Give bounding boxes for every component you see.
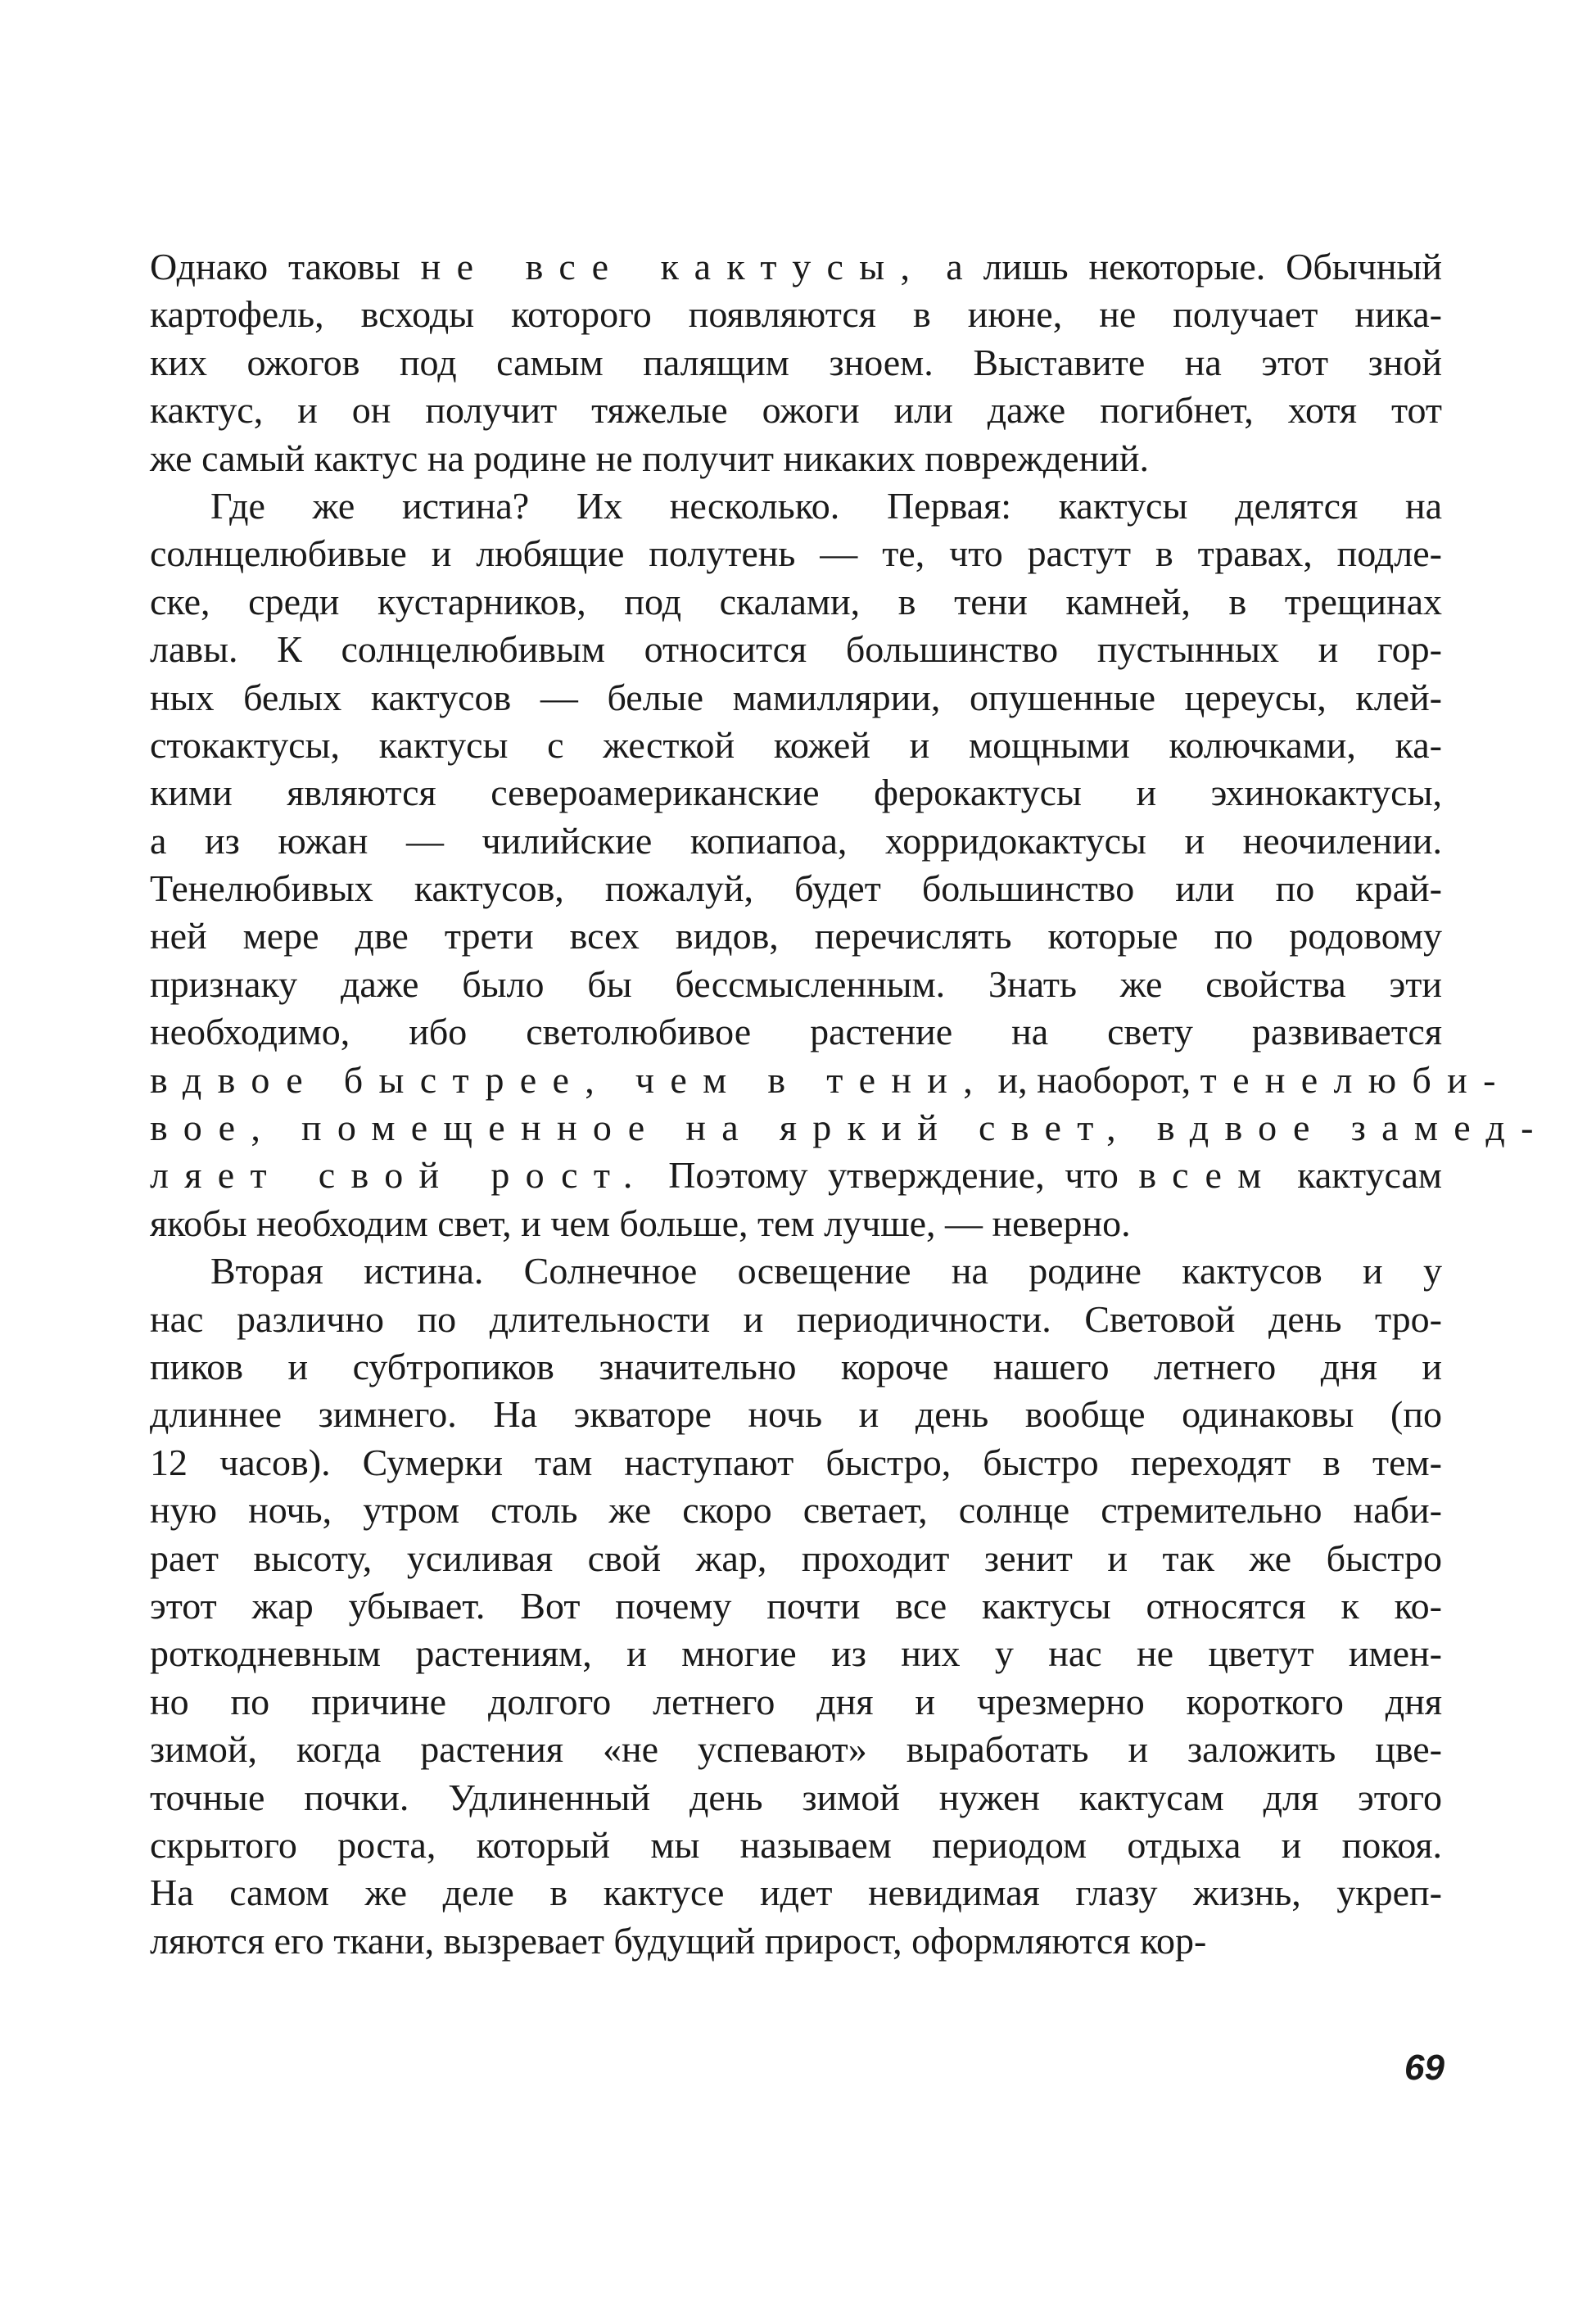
text-run: рает высоту, усиливая свой жар, проходит зенит и так же быстро bbox=[150, 1537, 1442, 1579]
text-line bbox=[150, 769, 1442, 817]
text-line bbox=[150, 1008, 1442, 1056]
text-line bbox=[150, 1822, 1442, 1869]
text-run: Тенелюбивых кактусов, пожалуй, будет большинство или по край- bbox=[150, 867, 1442, 910]
text-run: признаку даже было бы бессмысленным. Знать же свойства эти bbox=[150, 962, 1442, 1005]
text-line bbox=[150, 435, 1442, 482]
spaced-emphasis: вдвое быстрее, чем в тени, bbox=[150, 1058, 989, 1101]
text-run: а из южан — чилийские копиапоа, хорридокактусы и неочилении. bbox=[150, 819, 1442, 862]
text-line bbox=[150, 339, 1442, 387]
spaced-emphasis: всем bbox=[1138, 1154, 1277, 1197]
text-run: этот жар убывает. Вот почему почти все кактусы относятся к ко- bbox=[150, 1584, 1442, 1627]
text-run: Однако таковы bbox=[150, 246, 421, 287]
text-line bbox=[150, 1439, 1442, 1487]
text-line bbox=[150, 1917, 1442, 1965]
text-run: стокактусы, кактусы с жесткой кожей и мощными колючками, ка- bbox=[150, 723, 1442, 766]
text-line bbox=[150, 482, 1442, 530]
text-run: Поэтому утверждение, что bbox=[648, 1154, 1139, 1197]
text-run: пиков и субтропиков значительно короче нашего летнего дня и bbox=[150, 1345, 1442, 1387]
text-run: нас различно по длительности и периодичности. Световой день тро- bbox=[150, 1297, 1442, 1340]
text-line bbox=[150, 1535, 1442, 1582]
text-line bbox=[150, 1487, 1442, 1534]
text-run: Где же истина? Их несколько. Первая: кактусы делятся на bbox=[210, 484, 1442, 527]
spaced-emphasis: ляет свой рост. bbox=[150, 1154, 649, 1197]
text-line bbox=[150, 578, 1442, 626]
text-run: и, наоборот, bbox=[988, 1058, 1200, 1101]
text-run: необходимо, ибо светолюбивое растение на свету развивается bbox=[150, 1011, 1442, 1053]
text-run: кактусам bbox=[1277, 1154, 1443, 1197]
text-run: кими являются североамериканские ферокактусы и эхинокактусы, bbox=[150, 772, 1442, 814]
text-line bbox=[150, 1247, 1442, 1295]
text-run: же самый кактус на родине не получит никаких повреждений. bbox=[150, 437, 1149, 479]
text-run: скрытого роста, который мы называем периодом отдыха и покоя. bbox=[150, 1823, 1442, 1866]
text-run: ске, среди кустарников, под скалами, в тени камней, в трещинах bbox=[150, 580, 1442, 622]
text-run: роткодневным растениям, и многие из них у нас не цветут имен- bbox=[150, 1632, 1442, 1675]
page-number: 69 bbox=[1404, 2048, 1445, 2088]
text-run: картофель, всходы которого появляются в июне, не получает ника- bbox=[150, 293, 1442, 336]
text-line bbox=[150, 1152, 1442, 1199]
text-line bbox=[150, 912, 1442, 960]
text-line bbox=[150, 817, 1442, 865]
text-run: зимой, когда растения «не успевают» выработать и заложить цве- bbox=[150, 1728, 1442, 1771]
text-run: кактус, и он получит тяжелые ожоги или даже погибнет, хотя тот bbox=[150, 389, 1442, 432]
text-run: лавы. К солнцелюбивым относится большинство пустынных и гор- bbox=[150, 628, 1442, 671]
text-line bbox=[150, 961, 1442, 1008]
text-line bbox=[150, 1343, 1442, 1391]
text-line bbox=[150, 1296, 1442, 1343]
text-line bbox=[150, 626, 1442, 673]
text-run: якобы необходим свет, и чем больше, тем лучше, — неверно. bbox=[150, 1202, 1131, 1244]
text-line bbox=[150, 1630, 1442, 1677]
text-line bbox=[150, 1057, 1512, 1104]
text-run: 12 часов). Сумерки там наступают быстро, быстро переходят в тем- bbox=[150, 1441, 1442, 1483]
text-line bbox=[150, 865, 1442, 912]
text-run: ней мере две трети всех видов, перечислять которые по родовому bbox=[150, 915, 1442, 957]
spaced-emphasis: тенелюби- bbox=[1200, 1058, 1512, 1101]
text-line bbox=[150, 722, 1442, 769]
text-run: солнцелюбивые и любящие полутень — те, что растут в травах, подле- bbox=[150, 532, 1442, 575]
text-line bbox=[150, 387, 1442, 434]
body-text bbox=[150, 243, 1549, 1965]
text-line bbox=[150, 1582, 1442, 1630]
text-run: ную ночь, утром столь же скоро светает, солнце стремительно наби- bbox=[150, 1489, 1442, 1532]
text-line bbox=[150, 291, 1442, 338]
text-run: ких ожогов под самым палящим зноем. Выставите на этот зной bbox=[150, 341, 1442, 383]
spaced-emphasis: не все кактусы, bbox=[420, 246, 926, 287]
text-line bbox=[150, 243, 1442, 291]
text-line bbox=[150, 1200, 1442, 1247]
text-line bbox=[150, 1869, 1442, 1917]
spaced-emphasis: вое, помещенное на яркий свет, вдвое замед- bbox=[150, 1107, 1549, 1149]
text-line bbox=[150, 1104, 1549, 1152]
text-line bbox=[150, 1391, 1442, 1438]
text-line bbox=[150, 530, 1442, 577]
text-run: точные почки. Удлиненный день зимой нужен кактусам для этого bbox=[150, 1776, 1442, 1818]
text-run: ляются его ткани, вызревает будущий прирост, оформляются кор- bbox=[150, 1919, 1207, 1962]
text-run: длиннее зимнего. На экваторе ночь и день вообще одинаковы (по bbox=[150, 1393, 1442, 1436]
text-run: На самом же деле в кактусе идет невидимая глазу жизнь, укреп- bbox=[150, 1872, 1442, 1914]
text-line bbox=[150, 1678, 1442, 1726]
text-run: ных белых кактусов — белые мамиллярии, опушенные цереусы, клей- bbox=[150, 676, 1442, 718]
text-line bbox=[150, 1726, 1442, 1773]
text-run: Вторая истина. Солнечное освещение на родине кактусов и у bbox=[210, 1250, 1442, 1292]
text-line bbox=[150, 674, 1442, 722]
text-line bbox=[150, 1774, 1442, 1822]
text-run: но по причине долгого летнего дня и чрезмерно короткого дня bbox=[150, 1680, 1442, 1722]
text-run: а лишь некоторые. Обычный bbox=[925, 246, 1442, 287]
